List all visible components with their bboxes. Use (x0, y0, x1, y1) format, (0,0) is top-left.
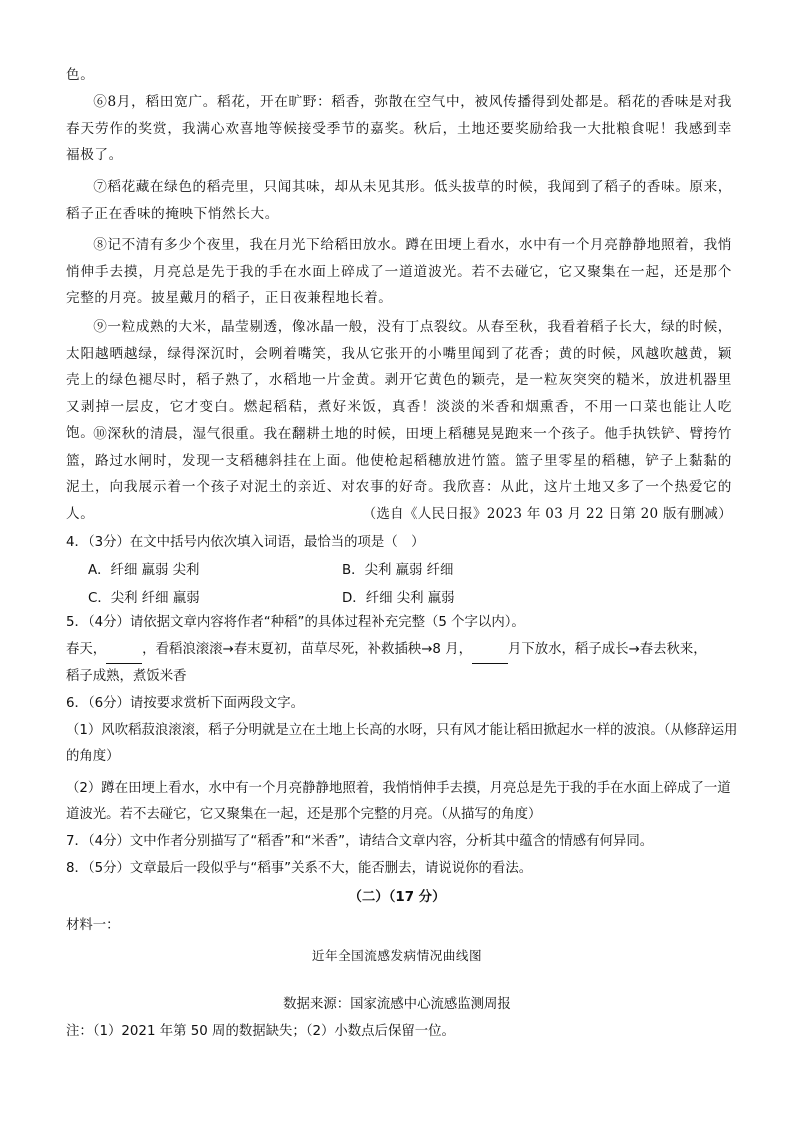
question-8: 8．（5分）文章最后一段似乎与“稻事”关系不大，能否删去，请说说你的看法。 (66, 861, 533, 876)
option-b: B．尖利 羸弱 纤细 (342, 563, 454, 578)
option-c: C．尖利 纤细 羸弱 (88, 591, 200, 606)
chart-caption: 近年全国流感发病情况曲线图 (311, 948, 483, 963)
data-source: 数据来源：国家流感中心流感监测周报 (283, 997, 511, 1012)
article-paragraph-tail: 色。 (66, 67, 95, 83)
q5-text-end: 月下放水，稻子成长→春去秋来， (507, 642, 707, 657)
section-heading: （二）（17 分） (348, 890, 446, 905)
question-4: 4．（3分）在文中括号内依次填入词语，最恰当的项是（ ） (66, 535, 425, 550)
option-a: A．纤细 羸弱 尖利 (88, 563, 200, 578)
article-paragraph-10: ⑩深秋的清晨，湿气很重。我在翻耕土地的时候，田埂上稻穗晃晃跑来一个孩子。他手执铁铲、臂挎竹篮，路过水闸时，发现一支稻穗斜挂在上面。他使枪起稻穗放进竹篮。篮子里零星的稻穗，铲子上黏黏的泥土，向我展示着一个孩子对泥土的亲近、对农事的好奇。我欣喜：从此，这片土地又多了一个热爱它的人。 (66, 426, 732, 522)
article-paragraph-7: ⑦稻花藏在绿色的稻壳里，只闻其味，却从未见其形。低头拔草的时候，我闻到了稻子的香味。原来，稻子正在香味的掩映下悄然长大。 (66, 179, 732, 222)
question-6-part-2: （2）蹲在田埂上看水，水中有一个月亮静静地照着，我悄悄伸手去摸，月亮总是先于我的手在水面上碎成了一道道波光。若不去碰它，它又聚集在一起，还是那个完整的月亮。（从描写的角度） (66, 781, 731, 823)
q5-blank-2[interactable] (472, 637, 508, 664)
article-paragraph-9: ⑨一粒成熟的大米，晶莹剔透，像冰晶一般，没有丁点裂纹。从春至秋，我看着稻子长大，绿的时候，太阳越晒越绿，绿得深沉时，会咧着嘴笑，我从它张开的小嘴里闻到了花香；黄的时候，风越吹越黄，颖壳上的绿色褪尽时，稻子熟了，水稻地一片金黄。剥开它黄色的颖壳，是一粒灰突突的糙米，放进机器里又剥掉一层皮，它才变白。燃起稻秸，煮好米饭，真香！淡淡的米香和烟熏香，不用一口菜也能让人吃饱。 (66, 319, 732, 441)
question-6: 6．（6分）请按要求赏析下面两段文字。 (66, 696, 304, 711)
question-7: 7．（4分）文中作者分别描写了“稻香”和“米香”，请结合文章内容，分析其中蕴含的情感有何异同。 (66, 834, 654, 849)
question-6-part-1: （1）风吹稻菽浪滚滚，稻子分明就是立在土地上长高的水呀，只有风才能让稻田掀起水一样的波浪。（从修辞运用的角度） (66, 723, 738, 765)
q5-blank-1[interactable] (106, 637, 142, 664)
question-5: 5．（4分）请依据文章内容将作者“种稻”的具体过程补充完整（5 个字以内）。 (66, 615, 525, 630)
question-5-process (66, 637, 738, 690)
article-paragraph-6: ⑥8月，稻田宽广。稻花，开在旷野：稻香，弥散在空气中，被风传播得到处都是。稻花的香味是对我春天劳作的奖赏，我满心欢喜地等候接受季节的嘉奖。秋后，土地还要奖励给我一大批粮食呢！我感到幸福极了。 (66, 94, 732, 163)
q5-text-middle: ，看稻浪滚滚→春末夏初，苗草尽死，补救插秧→8 月， (142, 642, 472, 657)
chart-note: 注：（1）2021 年第 50 周的数据缺失；（2）小数点后保留一位。 (66, 1024, 455, 1039)
article-source: （选自《人民日报》2023 年 03 月 22 日第 20 版有删减） (362, 506, 732, 522)
q5-text-spring: 春天， (66, 642, 107, 657)
article-paragraph-8: ⑧记不清有多少个夜里，我在月光下给稻田放水。蹲在田埂上看水，水中有一个月亮静静地照着，我悄悄伸手去摸，月亮总是先于我的手在水面上碎成了一道道波光。若不去碰它，它又聚集在一起，还是那个完整的月亮。披星戴月的稻子，正日夜兼程地长着。 (66, 237, 732, 306)
q5-text-line2: 稻子成熟，煮饭米香 (66, 669, 187, 685)
option-d: D．纤细 尖利 羸弱 (342, 591, 455, 606)
material-label: 材料一： (66, 918, 120, 933)
